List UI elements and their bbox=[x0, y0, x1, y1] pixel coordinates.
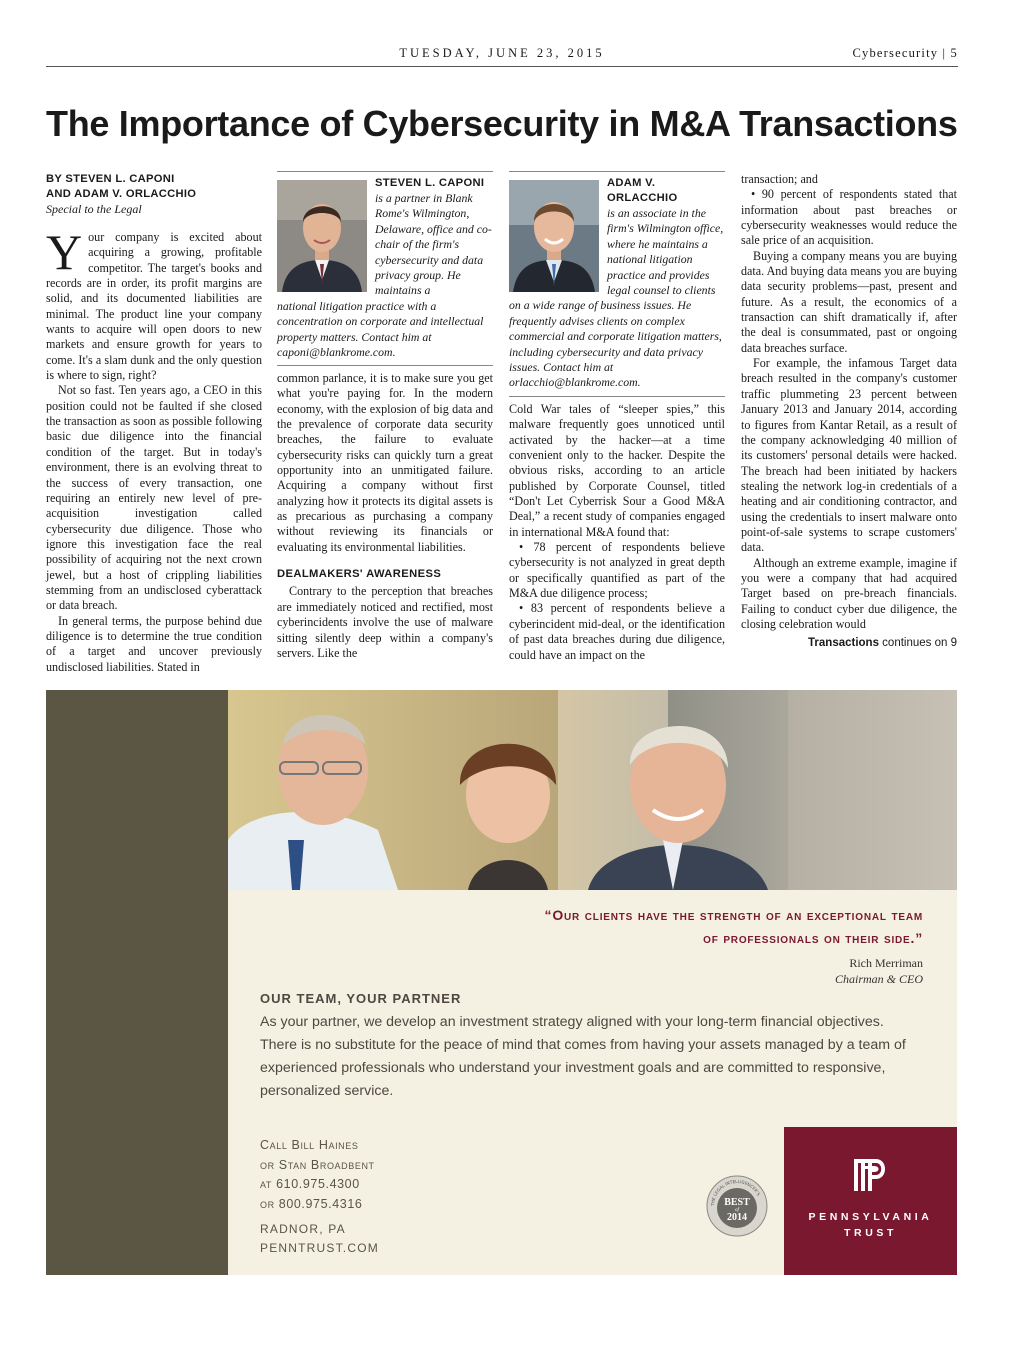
subhead: DEALMAKERS' AWARENESS bbox=[277, 568, 442, 581]
paragraph: Contrary to the perception that breaches are immediately noticed and rectified, most cyberincidents involve the use of malware sitting silently deep within a company's servers. Like the bbox=[277, 584, 493, 660]
badge-best: BEST bbox=[724, 1197, 750, 1208]
author-bio-bottom-orlacchio: on a wide range of business issues. He frequently advises clients on complex commercial and corporate litigation matters, including cybersecurity and data privacy issues. Contact him at orlacchio@blankrome.com. bbox=[509, 298, 722, 390]
pennsylvania-trust-logo bbox=[784, 1127, 957, 1275]
paragraph: In general terms, the purpose behind due diligence is to determine the true condition of a target and uncover previously undisclosed liabilities. Stated in bbox=[46, 613, 262, 674]
ad-quote-line-2: of professionals on their side.” bbox=[703, 930, 923, 946]
ad-location: RADNOR, PA bbox=[260, 1222, 346, 1236]
author-photo-caponi bbox=[277, 180, 367, 292]
issue-date: TUESDAY, JUNE 23, 2015 bbox=[399, 46, 605, 60]
byline-affiliation: Special to the Legal bbox=[46, 202, 142, 216]
ad-phone-1: at 610.975.4300 bbox=[260, 1177, 360, 1191]
ad-side-bar bbox=[46, 690, 228, 1275]
paragraph: Cold War tales of “sleeper spies,” this malware frequently goes unnoticed until activated by the hacker—at a time convenient only to the hacker. Despite the obvious risks, according to an article published by Corporate Counsel, titled “Don't Let Cyberrisk Sour a Good M&A Deal,” a recent study of companies engaged in international M&A found that: bbox=[509, 402, 725, 539]
ad-quote bbox=[303, 904, 923, 950]
paragraph: Buying a company means you are buying data. And buying data means you are buying data security problems—past, present and future. As a result, the economics of a transaction can shift dramatically if, after the deal is consummated, past or ongoing data breaches surface. bbox=[741, 248, 957, 355]
paragraph: For example, the infamous Target data breach resulted in the company's customer traffic plummeting 23 percent between January 2013 and January 2014, according to figures from Kantar Retail, as a result of the company acknowledging 40 million of its customers' personal details were hacked. The breach had been initiated by hackers stealing the network log-in credentials of a heating and air conditioning contractor, and using the credentials to insert malware onto point-of-sale systems to scrape customers' data. bbox=[741, 356, 957, 555]
author-name-orlacchio: ADAM V. ORLACCHIO bbox=[607, 177, 678, 204]
ad-contact-line: or Stan Broadbent bbox=[260, 1157, 375, 1172]
continuation-page: continues on 9 bbox=[878, 637, 957, 650]
ad-contact-block bbox=[260, 1136, 375, 1214]
ad-quote-line-1: “Our clients have the strength of an exceptional team bbox=[544, 907, 923, 923]
badge-of: of bbox=[735, 1208, 739, 1213]
ad-contact-line: Call Bill Haines bbox=[260, 1138, 359, 1152]
drop-cap: Y bbox=[46, 224, 83, 280]
ad-location-block bbox=[260, 1220, 379, 1258]
logo-wordmark bbox=[784, 1209, 957, 1241]
paragraph: common parlance, it is to make sure you get what you're paying for. In the modern economy, with the explosion of big data and the prevalence of corporate data security breaches, the failure to evaluate cybersecurity risks can quickly turn a great opportunity into an unmitigated failure. Acquiring a company without first analyzing how it protects its digital assets is as precarious as purchasing a company without reviewing its financials or evaluating its environmental liabilities. bbox=[277, 371, 493, 554]
ad-attribution-name: Rich Merriman bbox=[849, 956, 923, 970]
bullet-item: • 90 percent of respondents stated that information about past breaches or cybersecurity weaknesses would reduce the sale price of an acquisition. bbox=[741, 187, 957, 248]
byline-line-2: AND ADAM V. ORLACCHIO bbox=[46, 188, 197, 200]
article-column-1 bbox=[46, 172, 262, 675]
author-bio-bottom-caponi: national litigation practice with a concentration on corporate and intellectual property matters. Contact him at caponi@blankrome.com. bbox=[277, 298, 484, 360]
ad-team-heading: OUR TEAM, YOUR PARTNER bbox=[260, 991, 462, 1006]
logo-line-2: TRUST bbox=[844, 1227, 897, 1239]
article-column-4 bbox=[741, 172, 957, 652]
badge-ring-text: THE LEGAL INTELLIGENCER'S bbox=[709, 1178, 762, 1207]
ad-team-photo bbox=[228, 690, 957, 890]
paragraph: Although an extreme example, imagine if you were a company that had acquired Target based on pre-breach financials. Failing to conduct cyber due diligence, the closing celebration would bbox=[741, 555, 957, 631]
badge-year: 2014 bbox=[727, 1212, 747, 1223]
author-name-caponi: STEVEN L. CAPONI bbox=[375, 177, 485, 189]
ad-team-body: As your partner, we develop an investment strategy aligned with your long-term financial objectives. There is no substitute for the peace of mind that comes from having your assets managed by a team of experienced professionals who understand your investment goals and are committed to responsive, personalized service. bbox=[260, 1014, 906, 1099]
author-photo-orlacchio bbox=[509, 180, 599, 292]
author-box-caponi bbox=[277, 171, 493, 366]
paragraph: transaction; and bbox=[741, 172, 818, 186]
author-bio-top-orlacchio: is an associate in the firm's Wilmington office, where he maintains a national litigation practice and provides legal counsel to clients bbox=[607, 206, 724, 298]
pennsylvania-trust-mark-icon bbox=[852, 1157, 892, 1193]
continuation-label: Transactions bbox=[808, 637, 879, 650]
running-header bbox=[46, 44, 958, 67]
author-bio-top-caponi: is a partner in Blank Rome's Wilmington, Delaware, office and co-chair of the firm's cybersecurity and data privacy group. He maintains a bbox=[375, 191, 492, 298]
article-column-3 bbox=[509, 402, 725, 663]
paragraph: Not so fast. Ten years ago, a CEO in this position could not be faulted if she closed the transaction as soon as possible following basic due diligence into the financial condition of the target. But in today's environment, there is an evolving threat to the success of every transaction, one requiring an entirely new level of pre-acquisition investigation called cybersecurity due diligence. Those who ignore this investigation face the real possibility of acquiring not the next crown jewel, but a host of crippling liabilities stemming from an undisclosed cyberattack or data breach. bbox=[46, 383, 262, 613]
paragraph: our company is excited about acquiring a growing, profitable competitor. The target's books and records are in order, its profit margins are solid, and its documented liabilities are minimal. The product line your company wants to acquire will open doors to new markets and ensure growth for years to come. It's a slam dunk and the only question is where to sign, right? bbox=[46, 230, 262, 383]
ad-attribution-title: Chairman & CEO bbox=[834, 972, 923, 986]
ad-phone-2: or 800.975.4316 bbox=[260, 1196, 363, 1211]
bullet-item: • 83 percent of respondents believe a cyberincident mid-deal, or the identification of past data breaches during due diligence, could have an impact on the bbox=[509, 601, 725, 662]
advertisement bbox=[46, 690, 957, 1275]
best-of-2014-badge-icon bbox=[706, 1175, 768, 1237]
section-page-label: Cybersecurity | 5 bbox=[852, 46, 958, 60]
bullet-item: • 78 percent of respondents believe cybersecurity is not analyzed in great depth or specifically quantified as part of the M&A due diligence process; bbox=[509, 540, 725, 601]
article-column-2 bbox=[277, 371, 493, 661]
author-box-orlacchio bbox=[509, 171, 725, 397]
continuation-note bbox=[741, 636, 957, 651]
byline-line-1: BY STEVEN L. CAPONI bbox=[46, 173, 175, 185]
headline: The Importance of Cybersecurity in M&A Transactions bbox=[46, 103, 958, 144]
ad-website: PENNTRUST.COM bbox=[260, 1241, 379, 1255]
logo-line-1: PENNSYLVANIA bbox=[808, 1211, 933, 1223]
